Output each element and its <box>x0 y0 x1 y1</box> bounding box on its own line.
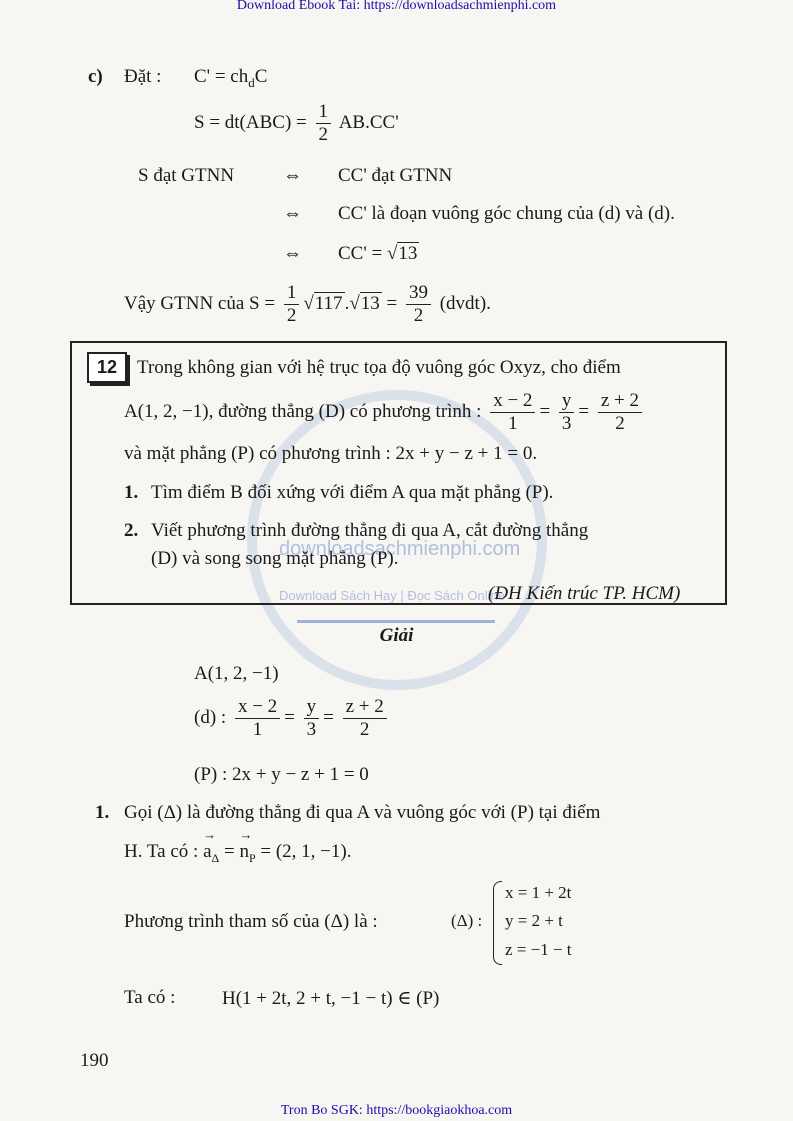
gtnn-label: S đạt GTNN <box>138 165 235 186</box>
equiv-arrow-1: ⇔ <box>283 165 302 186</box>
gtnn-line-2: CC' là đoạn vuông góc chung của (d) và (d). <box>338 203 675 224</box>
param-delta: (Δ) : <box>451 911 483 930</box>
page-number: 190 <box>80 1050 109 1071</box>
area-formula: S = dt(ABC) = $\frac{1}{2}$ AB.CC' <box>194 101 399 145</box>
header-download-link[interactable]: Download Ebook Tai: https://downloadsachmienphi.com <box>236 0 557 13</box>
task-1-text: Tìm điểm B đối xứng với điểm A qua mặt phẳng (P). <box>151 482 554 503</box>
watermark-site: downloadsachmienphi.com <box>279 538 521 560</box>
param-brace <box>493 881 502 965</box>
step-1-number: 1. <box>95 802 110 823</box>
footer-link[interactable]: Tron Bo SGK: https://bookgiaokhoa.com <box>280 1103 513 1118</box>
param-z: z = −1 − t <box>505 940 572 959</box>
step-1-vector-line: H. Ta có : → $a_\Delta$ = → $n_P = (2$, 1, −1). <box>124 841 351 866</box>
half-fraction: $\frac{1}{2}$ <box>316 101 332 146</box>
gtnn-result: Vậy GTNN của S = $\frac{1}{2}$ √117 .√13 = $\frac{39}{2}$ (dvdt). <box>124 282 491 326</box>
watermark-tagline: Download Sách Hay | Đọc Sách Online <box>279 588 505 603</box>
part-c-dat: Đặt : <box>124 66 162 87</box>
problem-line-3: và mặt phẳng (P) có phương trình : 2x + y − z + 1 = 0. <box>124 443 538 464</box>
task-2-text-b: (D) và song song mặt phẳng (P). <box>151 548 399 569</box>
solution-point-a: A(1, 2, −1) <box>194 663 279 684</box>
gtnn-line-3: CC' = √13 <box>338 243 418 264</box>
watermark-bar <box>297 620 495 623</box>
solution-plane-p: (P) : 2x + y − z + 1 = 0 <box>194 764 369 785</box>
task-2-text-a: Viết phương trình đường thẳng đi qua A, cắt đường thẳng <box>151 520 589 541</box>
problem-line-1: Trong không gian với hệ trục tọa độ vuông góc Oxyz, cho điểm <box>137 357 621 378</box>
part-c-definition: $C' = ch_dC$ <box>194 66 268 90</box>
param-label: Phương trình tham số của (Δ) là : <box>124 911 378 932</box>
taco-label: Ta có : <box>124 987 176 1008</box>
part-c-label: c) <box>88 66 103 87</box>
task-2-number: 2. <box>124 520 139 541</box>
solution-line-d: (d) : $\frac{x - 2}{1}$ = $\frac{y}{3}$ = $\frac{z + 2}{2}$ <box>194 696 391 741</box>
equiv-arrow-3: ⇔ <box>283 243 302 264</box>
equiv-arrow-2: ⇔ <box>283 203 302 224</box>
problem-line-2: A(1, 2, −1), đường thẳng (D) có phương trình : $\frac{x - 2}{1}$ = $\frac{y}{3}$ = $\frac{z + 2}{2}$ <box>124 390 646 435</box>
problem-number-badge: 12 <box>87 352 127 383</box>
solution-heading: Giải <box>379 625 414 646</box>
gtnn-line-1: CC' đạt GTNN <box>338 165 453 186</box>
problem-source: (ĐH Kiến trúc TP. HCM) <box>488 583 681 604</box>
task-1-number: 1. <box>124 482 139 503</box>
param-y: y = 2 + t <box>505 911 563 930</box>
param-x: x = 1 + 2t <box>505 883 572 902</box>
step-1-line-1: Gọi (Δ) là đường thẳng đi qua A và vuông góc với (P) tại điểm <box>124 802 601 823</box>
h-point: H(1 + 2t, 2 + t, −1 − t) ∈ (P) <box>222 988 440 1009</box>
